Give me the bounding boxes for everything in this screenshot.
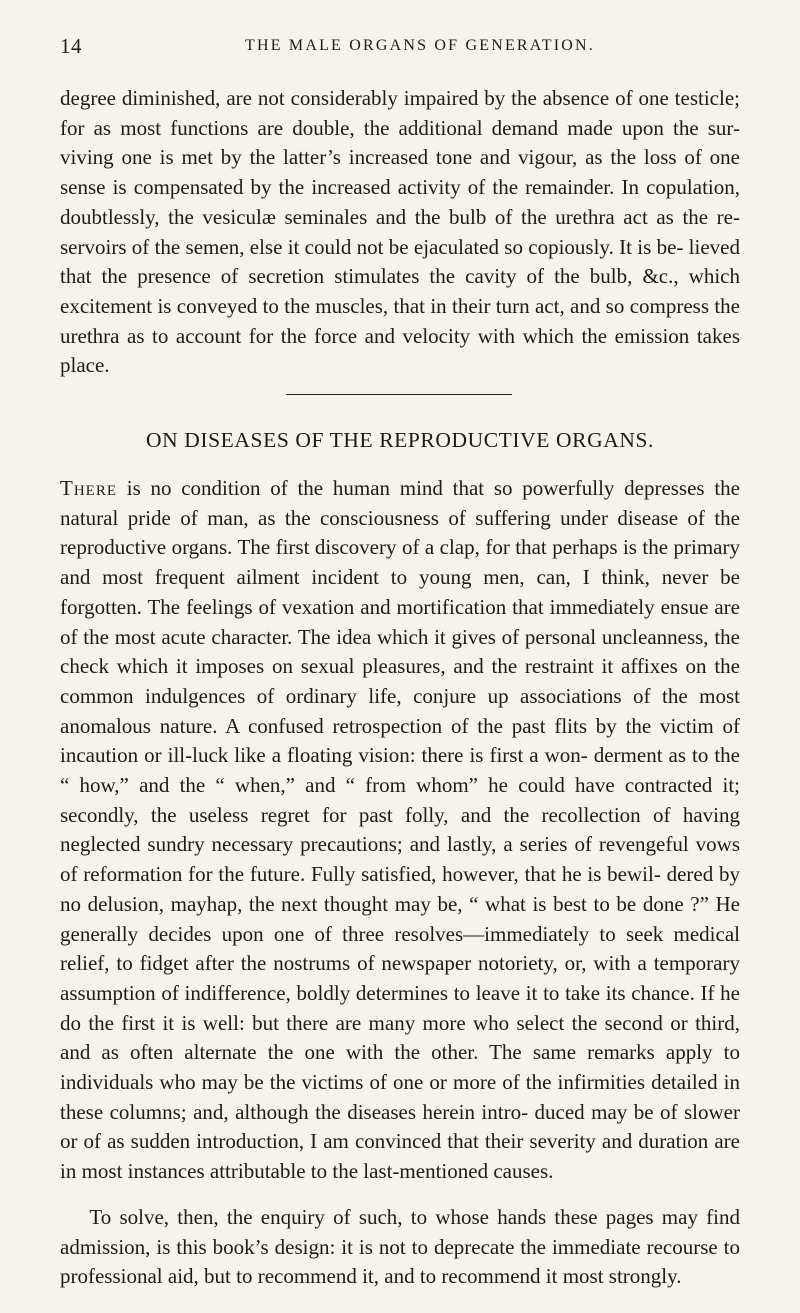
- paragraph-opening-text: is no condition of the human mind that so powerfully depresses the natural pride of man, as the consciousness of suffering under disease of the reproductive organs. The first discovery of a clap, for that perhaps is the primary and most frequent ailment incident to young men, can, I think, never be forgotten. The feelings of vexation and mortification that immediately ensue are of the most acute character. The idea which it gives of personal uncleanness, the check which it imposes on sexual pleasures, and the restraint it affixes on the common indulgences of ordinary life, conjure up associations of the most anomalous nature. A confused retrospection of the past flits by the victim of incaution or ill-luck like a floating vision: there is first a won- derment as to the “ how,” and the “ when,” and “ from whom” he could have contracted it; secondly, the useless regret for past folly, and the recollection of having neglected sundry necessary precautions; and lastly, a series of revengeful vows of reformation for the future. Fully satisfied, however, that he is bewil- dered by no delusion, mayhap, the next thought may be, “ what is best to be done ?” He generally decides upon one of three resolves—immediately to seek medical relief, to fidget after the nostrums of newspaper notoriety, or, with a temporary assumption of indifference, boldly determines to leave it to take its chance. If he do the first it is well: but there are many more who select the second or third, and as often alternate the one with the other. The same remarks apply to individuals who may be the victims of one or more of the infirmities detailed in these columns; and, although the diseases herein intro- duced may be of slower or of as sudden introduction, I am convinced that their severity and duration are in most instances attributable to the last-mentioned causes.: [60, 476, 740, 1184]
- running-title: THE MALE ORGANS OF GENERATION.: [245, 37, 595, 54]
- paragraph-opening: [60, 474, 740, 1187]
- section-divider: [286, 394, 512, 395]
- paragraph-continued: degree diminished, are not considerably impaired by the absence of one testicle; for as most functions are double, the additional demand made upon the sur- viving one is met by the latter’s increased tone and vigour, as the loss of one sense is compensated by the increased activity of the remainder. In copulation, doubtlessly, the vesiculæ seminales and the bulb of the urethra act as the re- servoirs of the semen, else it could not be ejaculated so copiously. It is be- lieved that the presence of secretion stimulates the cavity of the bulb, &c., which excitement is conveyed to the muscles, that in their turn act, and so compress the urethra as to account for the force and velocity with which the emission takes place.: [60, 86, 740, 378]
- page-number: 14: [60, 34, 82, 58]
- section-heading: ON DISEASES OF THE REPRODUCTIVE ORGANS.: [146, 428, 654, 452]
- paragraph-lead-word: There: [60, 476, 117, 500]
- running-head: [60, 34, 740, 56]
- paragraph-closing: To solve, then, the enquiry of such, to whose hands these pages may find admission, is this book’s design: it is not to deprecate the immediate recourse to professional aid, but to recommend it, and to recommend it most strongly.: [60, 1205, 740, 1289]
